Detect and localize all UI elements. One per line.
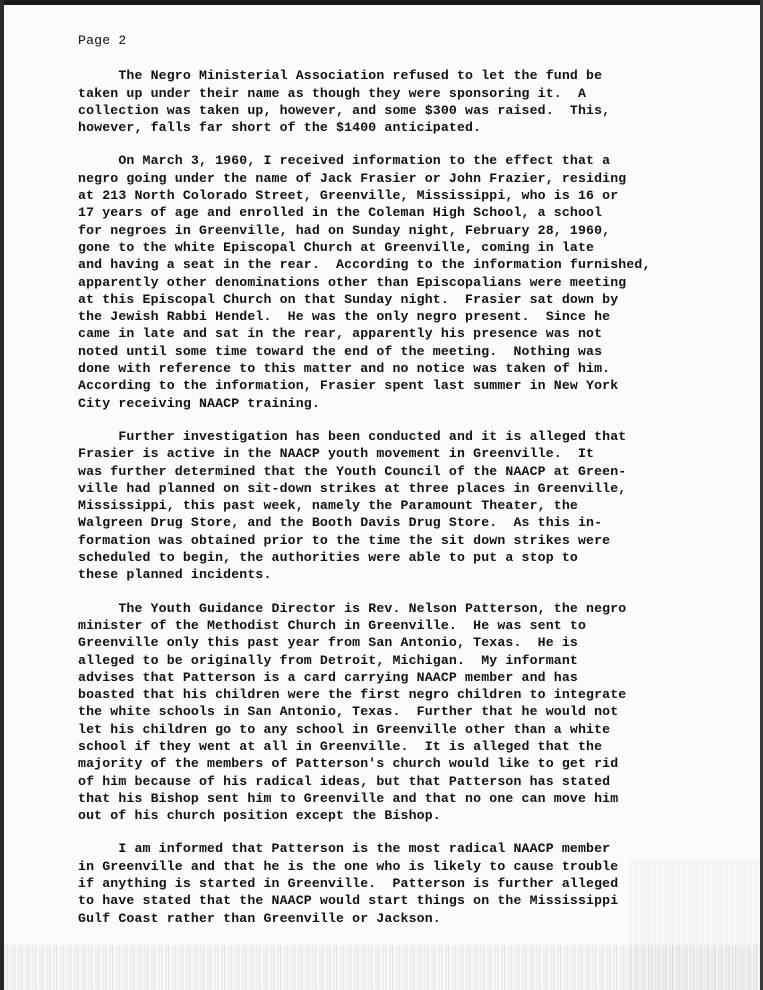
text-line: The Negro Ministerial Association refused to let the fund be	[78, 68, 603, 84]
text-line: the Jewish Rabbi Hendel. He was the only negro present. Since he	[78, 309, 611, 325]
text-line: Walgreen Drug Store, and the Booth Davis Drug Store. As this in-	[78, 515, 603, 531]
document-body	[78, 32, 748, 943]
text-line: for negroes in Greenville, had on Sunday night, February 28, 1960,	[78, 222, 611, 238]
text-line: was further determined that the Youth Council of the NAACP at Green-	[78, 463, 627, 479]
text-line: Gulf Coast rather than Greenville or Jackson.	[78, 910, 441, 926]
paragraph	[78, 600, 748, 825]
text-line: at this Episcopal Church on that Sunday night. Frasier sat down by	[78, 291, 619, 307]
text-line: formation was obtained prior to the time the sit down strikes were	[78, 532, 611, 548]
paragraph	[78, 67, 748, 136]
text-line: The Youth Guidance Director is Rev. Nelson Patterson, the negro	[78, 600, 627, 616]
paragraphs-container	[78, 67, 748, 927]
text-line: the white schools in San Antonio, Texas. Further that he would not	[78, 704, 619, 720]
text-line: came in late and sat in the rear, apparently his presence was not	[78, 326, 603, 342]
text-line: noted until some time toward the end of the meeting. Nothing was	[78, 343, 603, 359]
text-line: at 213 North Colorado Street, Greenville, Mississippi, who is 16 or	[78, 188, 619, 204]
text-line: Further investigation has been conducted and it is alleged that	[78, 428, 627, 444]
scan-edge-left	[0, 0, 4, 990]
text-line: done with reference to this matter and no notice was taken of him.	[78, 361, 611, 377]
text-line: and having a seat in the rear. According to the information furnished,	[78, 257, 651, 273]
text-line: Mississippi, this past week, namely the Paramount Theater, the	[78, 498, 578, 514]
text-line: majority of the members of Patterson's church would like to get rid	[78, 756, 619, 772]
text-line: I am informed that Patterson is the most radical NAACP member	[78, 841, 611, 857]
text-line: in Greenville and that he is the one who is likely to cause trouble	[78, 858, 619, 874]
text-line: these planned incidents.	[78, 567, 272, 583]
text-line: boasted that his children were the first negro children to integrate	[78, 687, 627, 703]
text-line: Greenville only this past year from San Antonio, Texas. He is	[78, 635, 578, 651]
text-line: let his children go to any school in Greenville other than a white	[78, 721, 611, 737]
text-line: school if they went at all in Greenville. It is alleged that the	[78, 738, 603, 754]
text-line: taken up under their name as though they were sponsoring it. A	[78, 85, 587, 101]
text-line: scheduled to begin, the authorities were able to put a stop to	[78, 550, 578, 566]
page-number: Page 2	[78, 33, 127, 48]
text-line: collection was taken up, however, and some $300 was raised. This,	[78, 102, 611, 118]
text-line: minister of the Methodist Church in Greenville. He was sent to	[78, 617, 587, 633]
text-line: On March 3, 1960, I received information to the effect that a	[78, 153, 611, 169]
text-line: ville had planned on sit-down strikes at three places in Greenville,	[78, 480, 627, 496]
text-line: to have stated that the NAACP would start things on the Mississippi	[78, 893, 619, 909]
paragraph	[78, 152, 748, 411]
text-line: out of his church position except the Bishop.	[78, 808, 441, 824]
text-line: gone to the white Episcopal Church at Greenville, coming in late	[78, 239, 595, 255]
paragraph	[78, 428, 748, 584]
text-line: of him because of his radical ideas, but that Patterson has stated	[78, 773, 611, 789]
paragraph	[78, 840, 748, 926]
text-line: 17 years of age and enrolled in the Coleman High School, a school	[78, 205, 603, 221]
text-line: advises that Patterson is a card carrying NAACP member and has	[78, 669, 578, 685]
text-line: however, falls far short of the $1400 anticipated.	[78, 120, 482, 136]
text-line: negro going under the name of Jack Frasier or John Frazier, residing	[78, 170, 627, 186]
scan-edge-top	[0, 0, 763, 5]
text-line: that his Bishop sent him to Greenville and that no one can move him	[78, 790, 619, 806]
text-line: City receiving NAACP training.	[78, 395, 320, 411]
text-line: According to the information, Frasier spent last summer in New York	[78, 378, 619, 394]
text-line: Frasier is active in the NAACP youth movement in Greenville. It	[78, 446, 595, 462]
text-line: alleged to be originally from Detroit, Michigan. My informant	[78, 652, 578, 668]
text-line: apparently other denominations other than Episcopalians were meeting	[78, 274, 627, 290]
text-line: if anything is started in Greenville. Patterson is further alleged	[78, 876, 619, 892]
